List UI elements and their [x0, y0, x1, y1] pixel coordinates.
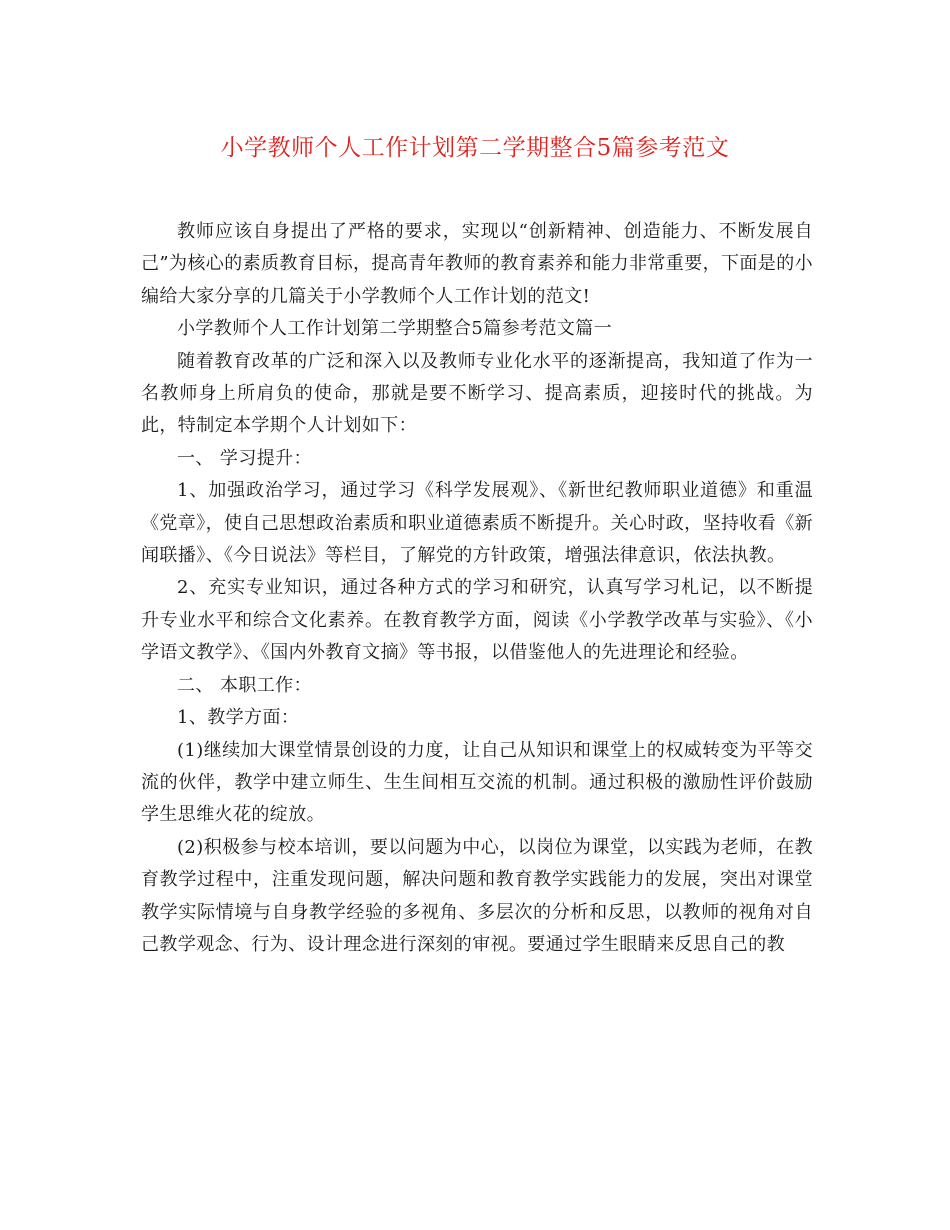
paragraph-study-2: 2、充实专业知识，通过各种方式的学习和研究，认真写学习札记，以不断提升专业水平和综合文化素养。在教育教学方面，阅读《小学教学改革与实验》、《小学语文教学》、《国内外教育文摘》等书报，以借鉴他人的先进理论和经验。 — [141, 577, 813, 664]
document-title: 小学教师个人工作计划第二学期整合5篇参考范文 — [220, 135, 730, 161]
paragraph-heading-duty: 二、 本职工作： — [177, 674, 312, 696]
paragraph-heading-study: 一、 学习提升： — [177, 447, 312, 469]
paragraph-intro: 教师应该自身提出了严格的要求，实现以“创新精神、创造能力、不断发展自己”为核心的素质教育目标，提高青年教师的教育素养和能力非常重要，下面是的小编给大家分享的几篇关于小学教师个人工作计划的范文! — [141, 221, 813, 307]
paragraph-teaching-2: (2)积极参与校本培训，要以问题为中心，以岗位为课堂，以实践为老师，在教育教学过程中，注重发现问题，解决问题和教育教学实践能力的发展，突出对课堂教学实际情境与自身教学经验的多视角、多层次的分析和反思，以教师的视角对自己教学观念、行为、设计理念进行深刻的审视。要通过学生眼睛来反思自己的教 — [141, 836, 813, 955]
paragraph-section-heading: 小学教师个人工作计划第二学期整合5篇参考范文篇一 — [177, 318, 613, 340]
paragraph-heading-teaching: 1、教学方面： — [177, 707, 300, 729]
document-body — [141, 216, 813, 961]
paragraph-preface: 随着教育改革的广泛和深入以及教师专业化水平的逐渐提高，我知道了作为一名教师身上所肩负的使命，那就是要不断学习、提高素质，迎接时代的挑战。为此，特制定本学期个人计划如下： — [141, 350, 813, 437]
paragraph-teaching-1: (1)继续加大课堂情景创设的力度，让自己从知识和课堂上的权威转变为平等交流的伙伴，教学中建立师生、生生间相互交流的机制。通过积极的激励性评价鼓励学生思维火花的绽放。 — [141, 739, 813, 826]
paragraph-study-1: 1、加强政治学习，通过学习《科学发展观》、《新世纪教师职业道德》和重温《党章》，使自己思想政治素质和职业道德素质不断提升。关心时政，坚持收看《新闻联播》、《今日说法》等栏目，了解党的方针政策，增强法律意识，依法执教。 — [141, 480, 813, 567]
